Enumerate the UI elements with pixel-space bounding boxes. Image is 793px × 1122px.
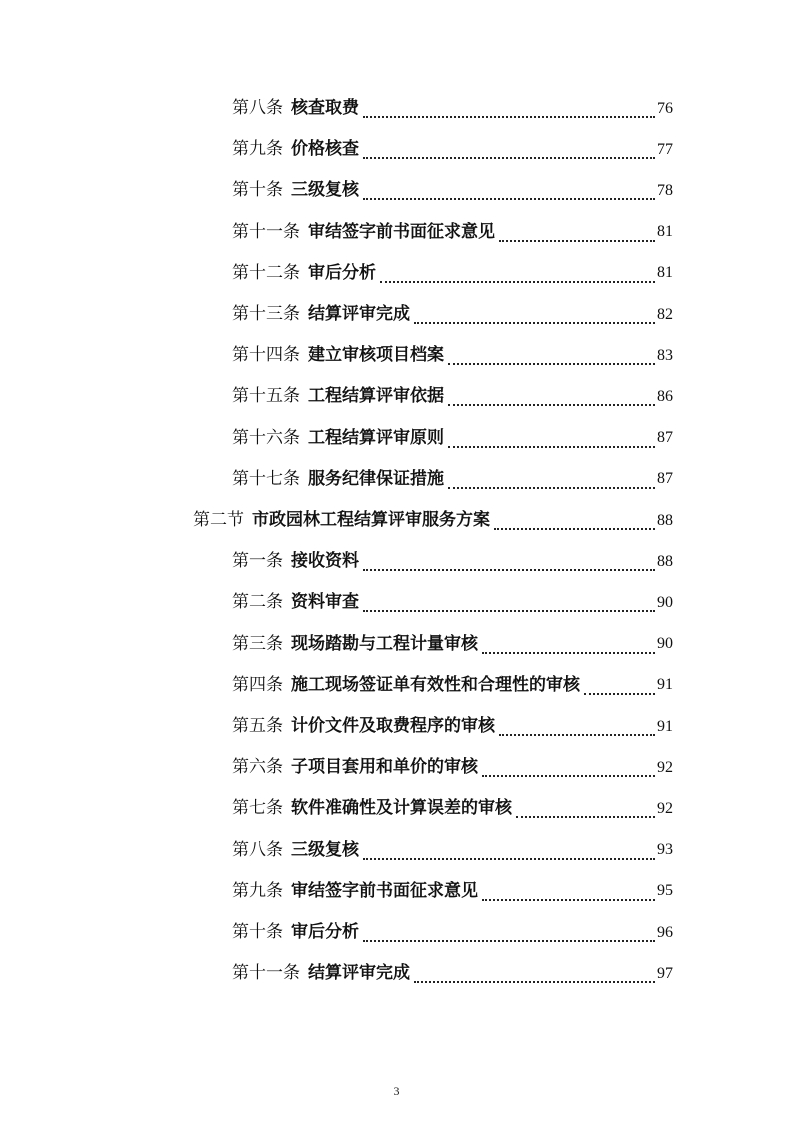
toc-entry-title: 三级复核 [291,180,359,201]
toc-entry-title: 审结签字前书面征求意见 [291,880,478,901]
toc-entry[interactable] [232,871,673,912]
toc-dot-leader [414,321,655,324]
page-number: 3 [393,1084,400,1098]
toc-entry-title: 价格核查 [291,139,359,160]
toc-entry-page: 93 [657,841,673,859]
toc-entry-number: 第九条 [232,880,283,901]
toc-entry-number: 第十条 [232,180,283,201]
toc-entry-page: 88 [657,511,673,529]
toc-entry-title: 工程结算评审依据 [308,386,444,407]
toc-dot-leader [363,156,655,159]
toc-entry-number: 第五条 [232,716,283,736]
toc-entry-title: 接收资料 [291,551,359,572]
toc-dot-leader [448,445,655,448]
toc-entry[interactable] [232,212,673,253]
toc-entry-number: 第三条 [232,633,283,654]
toc-entry-page: 91 [657,717,673,735]
toc-entry-number: 第十五条 [232,386,300,407]
toc-entry-page: 92 [657,758,673,776]
toc-dot-leader [448,362,655,365]
toc-entry-page: 92 [657,799,673,817]
toc-entry[interactable] [232,747,673,788]
toc-entry-title: 核查取费 [291,98,359,118]
toc-entry-number: 第二节 [193,510,244,530]
toc-entry-page: 90 [657,593,673,611]
toc-entry-number: 第九条 [232,139,283,160]
toc-entry-title: 市政园林工程结算评审服务方案 [252,510,490,530]
toc-entry[interactable] [232,953,673,994]
toc-entry-number: 第六条 [232,757,283,778]
toc-entry[interactable] [232,129,673,170]
toc-dot-leader [414,980,655,983]
toc-entry-title: 现场踏勘与工程计量审核 [291,633,478,654]
toc-entry-title: 工程结算评审原则 [308,427,444,448]
toc-entry-number: 第二条 [232,592,283,613]
toc-entry-number: 第七条 [232,798,283,819]
toc-dot-leader [363,939,655,942]
toc-dot-leader [363,115,655,118]
toc-entry-page: 86 [657,387,673,405]
toc-entry-number: 第一条 [232,551,283,572]
toc-entry-number: 第十一条 [232,221,300,242]
toc-entry-page: 77 [657,140,673,158]
toc-dot-leader [380,280,655,283]
toc-entry-title: 计价文件及取费程序的审核 [291,716,495,736]
toc-entry[interactable] [232,88,673,129]
toc-entry[interactable] [232,582,673,623]
toc-entry[interactable] [232,253,673,294]
toc-entry-title: 子项目套用和单价的审核 [291,757,478,778]
toc-entry-title: 审后分析 [308,262,376,283]
toc-entry-title: 软件准确性及计算误差的审核 [291,798,512,819]
toc-entry-title: 结算评审完成 [308,304,410,324]
toc-dot-leader [499,239,655,242]
toc-dot-leader [363,857,655,860]
toc-entry-page: 76 [657,99,673,117]
toc-entry-page: 87 [657,429,673,447]
toc-entry[interactable] [232,541,673,582]
toc-entry-number: 第八条 [232,98,283,118]
toc-entry[interactable] [232,624,673,665]
toc-dot-leader [584,692,655,695]
toc-dot-leader [448,403,655,406]
toc-dot-leader [363,197,655,200]
toc-entry-title: 资料审查 [291,592,359,613]
toc-entry-page: 82 [657,305,673,323]
toc-entry-page: 90 [657,635,673,653]
toc-entry-page: 91 [657,676,673,694]
toc-dot-leader [494,527,655,530]
toc-entry[interactable] [232,665,673,706]
toc-entry[interactable] [232,294,673,335]
toc-entry[interactable] [232,788,673,829]
toc-entry-number: 第八条 [232,839,283,860]
toc-dot-leader [499,733,655,736]
toc-entry-number: 第十三条 [232,304,300,324]
toc-entry-title: 审结签字前书面征求意见 [308,221,495,242]
toc-dot-leader [363,568,655,571]
toc-entry-page: 88 [657,552,673,570]
toc-dot-leader [482,774,655,777]
toc-entry-page: 81 [657,264,673,282]
toc-entry-title: 建立审核项目档案 [308,345,444,366]
toc-entry[interactable] [232,830,673,871]
toc-entry-number: 第十四条 [232,345,300,366]
toc-entry-number: 第十六条 [232,427,300,448]
toc-entry-title: 三级复核 [291,839,359,860]
toc-entry-number: 第十七条 [232,468,300,489]
toc-entry-page: 87 [657,470,673,488]
toc-entry-number: 第十条 [232,922,283,942]
toc-entry[interactable] [232,912,673,953]
toc-entry-number: 第十一条 [232,963,300,984]
toc-entry-page: 78 [657,181,673,199]
toc-entry-number: 第四条 [232,674,283,695]
toc-entry-page: 81 [657,223,673,241]
toc-entry[interactable] [232,418,673,459]
toc-entry-title: 服务纪律保证措施 [308,468,444,489]
toc-dot-leader [448,486,655,489]
toc-section-entry[interactable] [193,500,673,541]
toc-dot-leader [516,815,655,818]
toc-entry-page: 97 [657,964,673,982]
toc-entry-page: 95 [657,882,673,900]
toc-entry-page: 96 [657,923,673,941]
toc-dot-leader [482,898,655,901]
toc-entry[interactable] [232,459,673,500]
toc-entry[interactable] [232,170,673,211]
toc-entry-number: 第十二条 [232,262,300,283]
toc-entry[interactable] [232,376,673,417]
toc-entry[interactable] [232,335,673,376]
toc-entry-title: 施工现场签证单有效性和合理性的审核 [291,674,580,695]
toc-entry-title: 审后分析 [291,922,359,942]
toc-entry-title: 结算评审完成 [308,963,410,984]
toc-dot-leader [363,609,655,612]
toc-dot-leader [482,651,655,654]
toc-entry-page: 83 [657,346,673,364]
toc-entry[interactable] [232,706,673,747]
